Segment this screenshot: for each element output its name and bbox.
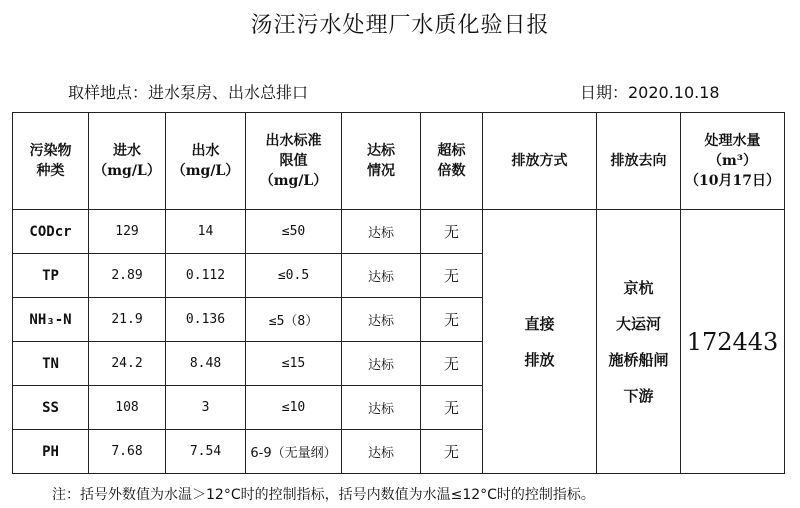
exceed-value: 无: [421, 386, 483, 430]
status-value: 达标: [342, 342, 421, 386]
pollutant-name: CODcr: [13, 210, 89, 254]
inflow-value: 7.68: [89, 430, 166, 474]
header-limit: 出水标准 限值 （mg/L）: [246, 113, 342, 210]
limit-value: ≤10: [246, 386, 342, 430]
header-exceed: 超标 倍数: [421, 113, 483, 210]
inflow-value: 24.2: [89, 342, 166, 386]
pollutant-name: TP: [13, 254, 89, 298]
status-value: 达标: [342, 210, 421, 254]
status-value: 达标: [342, 298, 421, 342]
limit-value: ≤50: [246, 210, 342, 254]
exceed-value: 无: [421, 254, 483, 298]
header-row: [13, 113, 785, 210]
discharge-method-cell: 直接 排放: [483, 210, 597, 474]
header-discharge-method: 排放方式: [483, 113, 597, 210]
outflow-value: 0.112: [166, 254, 246, 298]
limit-value: ≤5（8）: [246, 298, 342, 342]
pollutant-name: NH₃-N: [13, 298, 89, 342]
header-outflow: 出水 （mg/L）: [166, 113, 246, 210]
water-quality-table: [12, 112, 785, 474]
limit-value: ≤15: [246, 342, 342, 386]
footnote: 注：括号外数值为水温＞12°C时的控制指标，括号内数值为水温≤12°C时的控制指标。: [52, 487, 595, 503]
exceed-value: 无: [421, 430, 483, 474]
discharge-destination-cell: 京杭 大运河 施桥船闸 下游: [597, 210, 681, 474]
inflow-value: 21.9: [89, 298, 166, 342]
header-treated-volume: 处理水量 （m³） （10月17日）: [681, 113, 785, 210]
table-row: [13, 210, 785, 254]
outflow-value: 7.54: [166, 430, 246, 474]
exceed-value: 无: [421, 342, 483, 386]
pollutant-name: PH: [13, 430, 89, 474]
status-value: 达标: [342, 254, 421, 298]
outflow-value: 14: [166, 210, 246, 254]
limit-value: 6-9（无量纲）: [246, 430, 342, 474]
outflow-value: 0.136: [166, 298, 246, 342]
header-inflow: 进水 （mg/L）: [89, 113, 166, 210]
limit-value: ≤0.5: [246, 254, 342, 298]
inflow-value: 129: [89, 210, 166, 254]
pollutant-name: SS: [13, 386, 89, 430]
header-status: 达标 情况: [342, 113, 421, 210]
sampling-location: 取样地点：进水泵房、出水总排口: [68, 83, 309, 102]
header-discharge-destination: 排放去向: [597, 113, 681, 210]
pollutant-name: TN: [13, 342, 89, 386]
treated-volume-value: 172443: [681, 210, 785, 474]
outflow-value: 8.48: [166, 342, 246, 386]
inflow-value: 2.89: [89, 254, 166, 298]
exceed-value: 无: [421, 298, 483, 342]
outflow-value: 3: [166, 386, 246, 430]
exceed-value: 无: [421, 210, 483, 254]
report-title: 汤汪污水处理厂水质化验日报: [250, 13, 550, 38]
header-pollutant: 污染物 种类: [13, 113, 89, 210]
report-date: 日期：2020.10.18: [580, 83, 720, 102]
status-value: 达标: [342, 430, 421, 474]
inflow-value: 108: [89, 386, 166, 430]
status-value: 达标: [342, 386, 421, 430]
